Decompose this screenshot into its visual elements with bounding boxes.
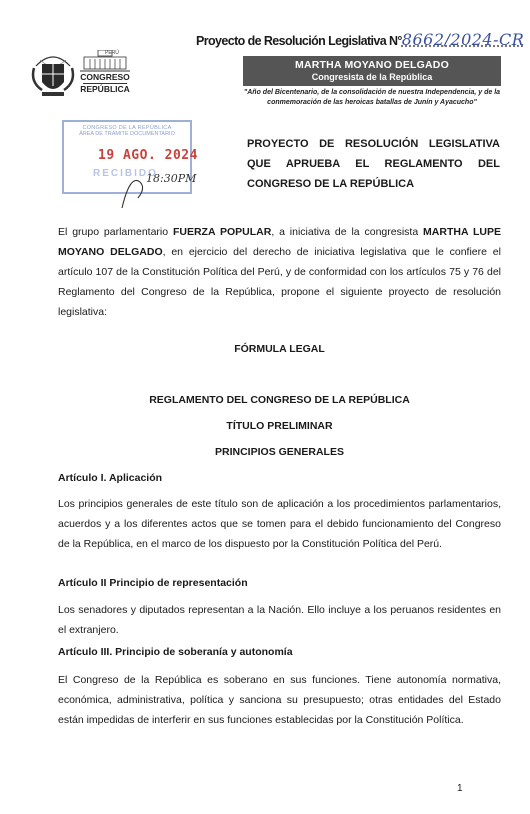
stamp-time: 18:30PM (146, 172, 197, 185)
peru-coat-of-arms-icon (28, 46, 78, 104)
project-number-handwritten: 8662/2024-CR (401, 30, 525, 49)
article-heading: Artículo I. Aplicación (58, 472, 163, 484)
article-text: Los senadores y diputados representan a la Nación. Ello incluye a los peruanos residentes en el extranjero. (58, 604, 501, 636)
intro-text-1: El grupo parlamentario (58, 226, 173, 238)
article-text: Los principios generales de este título son de aplicación a los procedimientos parlamentarios, acuerdos y a los diferentes actos que se tomen para el debido funcionamiento del Congreso de la República, en el marco de los dispuesto por la Constitución Política del Perú. (58, 498, 501, 550)
stamp-line-1: CONGRESO DE LA REPÚBLICA (82, 125, 172, 131)
article-text: El Congreso de la República es soberano en sus funciones. Tiene autonomía normativa, económica, administrativa, política y sanciona su presupuesto; otras entidades del Estado están impedidas de interferir en sus funciones establecidas por la Constitución Política. (58, 674, 501, 726)
reglamento-heading: REGLAMENTO DEL CONGRESO DE LA REPÚBLICA (149, 394, 410, 406)
stamp-line-2: ÁREA DE TRÁMITE DOCUMENTARIO (79, 131, 175, 137)
titulo-heading: TÍTULO PRELIMINAR (226, 420, 333, 432)
page-number: 1 (457, 783, 463, 794)
article-heading: Artículo III. Principio de soberanía y autonomía (58, 646, 293, 658)
logo-line-2: REPÚBLICA (80, 84, 130, 94)
congress-logo-text (80, 72, 130, 94)
stamp-received: RECIBIDO (93, 168, 158, 179)
year-motto: "Año del Bicentenario, de la consolidación de nuestra Independencia, y de la conmemoración de las heroicas batallas de Junín y Ayacucho" (243, 89, 501, 106)
congresista-header-box (243, 56, 501, 86)
document-title: PROYECTO DE RESOLUCIÓN LEGISLATIVA QUE APRUEBA EL REGLAMENTO DEL CONGRESO DE LA REPÚBLICA (247, 138, 500, 190)
logo-peru-label: PERÚ (105, 50, 119, 56)
intro-name: MARTHA LUPE MOYANO DELGADO (58, 226, 501, 258)
congresista-name: MARTHA MOYANO DELGADO (295, 59, 449, 71)
principios-heading: PRINCIPIOS GENERALES (215, 446, 344, 458)
intro-text-2: , a iniciativa de la congresista (271, 226, 424, 238)
intro-text-3: , en ejercicio del derecho de iniciativa legislativa que le confiere el artículo 107 de la Constitución Política del Perú, y de conformidad con los artículos 75 y 76 del Reglamento del Congreso de la República, propone el siguiente proyecto de resolución legislativa: (58, 246, 501, 318)
article-heading: Artículo II Principio de representación (58, 577, 248, 589)
project-number-line (196, 30, 524, 49)
logo-line-1: CONGRESO (80, 72, 130, 82)
intro-party: FUERZA POPULAR (172, 226, 272, 238)
project-number-label: Proyecto de Resolución Legislativa N° (196, 34, 402, 48)
intro-paragraph (58, 222, 501, 322)
congresista-role: Congresista de la República (311, 72, 433, 82)
stamp-date: 19 AGO. 2024 (98, 148, 198, 163)
formula-heading: FÓRMULA LEGAL (234, 343, 325, 355)
